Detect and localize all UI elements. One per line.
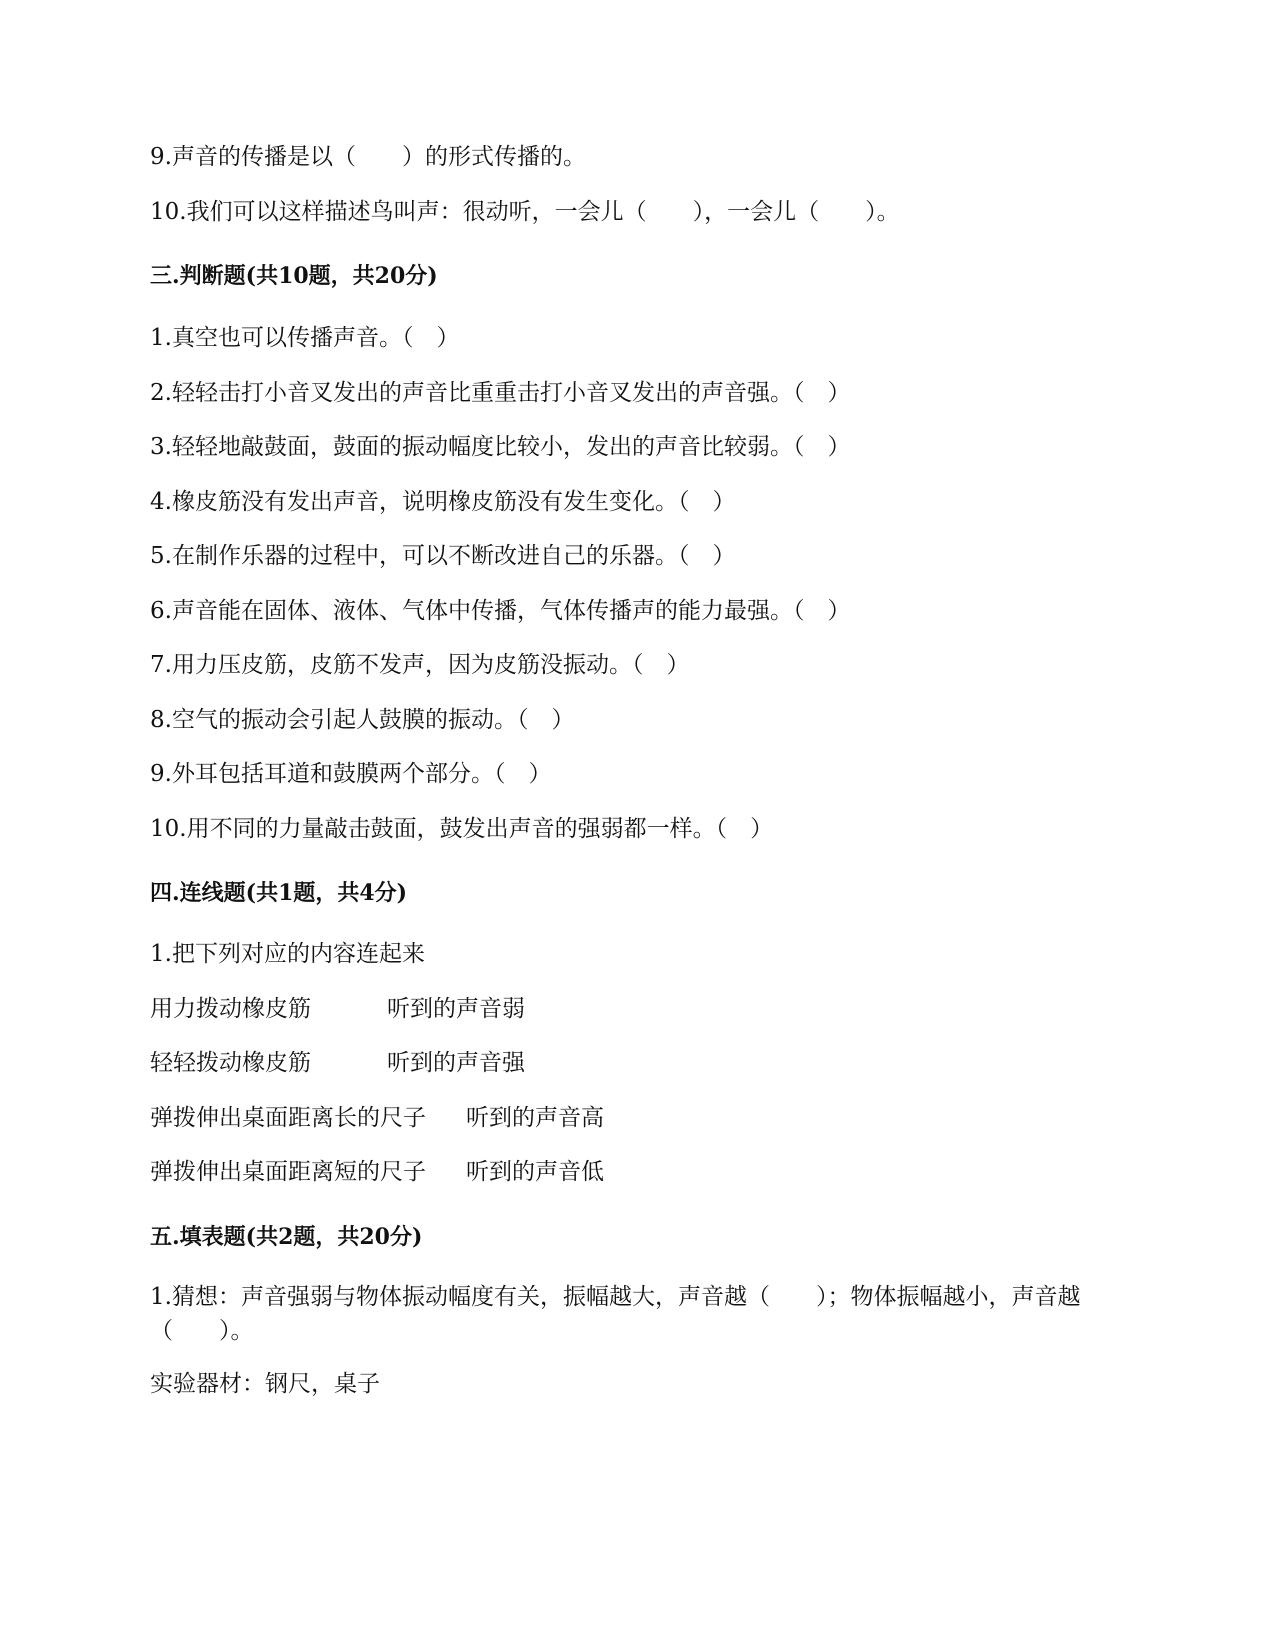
judgement-question-5: 5.在制作乐器的过程中，可以不断改进自己的乐器。（ ） xyxy=(150,543,736,569)
matching-row xyxy=(150,992,525,1026)
matching-right-item: 听到的声音弱 xyxy=(387,996,525,1022)
judgement-question-9: 9.外耳包括耳道和鼓膜两个部分。（ ） xyxy=(150,761,552,787)
section-heading-table: 五.填表题(共2题，共20分) xyxy=(150,1224,423,1250)
matching-left-item: 轻轻拨动橡皮筋 xyxy=(150,1050,311,1076)
matching-row xyxy=(150,1155,604,1189)
judgement-question-10: 10.用不同的力量敲击鼓面，鼓发出声音的强弱都一样。（ ） xyxy=(150,816,774,842)
experiment-materials: 实验器材：钢尺，桌子 xyxy=(150,1371,380,1397)
judgement-question-6: 6.声音能在固体、液体、气体中传播，气体传播声的能力最强。（ ） xyxy=(150,598,851,624)
matching-right-item: 听到的声音高 xyxy=(466,1105,604,1131)
matching-right-item: 听到的声音低 xyxy=(466,1159,604,1185)
judgement-question-7: 7.用力压皮筋，皮筋不发声，因为皮筋没振动。（ ） xyxy=(150,652,690,678)
matching-left-item: 弹拨伸出桌面距离长的尺子 xyxy=(150,1105,426,1131)
section-heading-matching: 四.连线题(共1题，共4分) xyxy=(150,880,408,906)
judgement-question-2: 2.轻轻击打小音叉发出的声音比重重击打小音叉发出的声音强。（ ） xyxy=(150,380,851,406)
section-heading-judgement: 三.判断题(共10题，共20分) xyxy=(150,263,438,289)
judgement-question-8: 8.空气的振动会引起人鼓膜的振动。（ ） xyxy=(150,707,575,733)
matching-question-1: 1.把下列对应的内容连起来 xyxy=(150,941,425,967)
fill-blank-question-9: 9.声音的传播是以（ ）的形式传播的。 xyxy=(150,144,586,170)
judgement-question-3: 3.轻轻地敲鼓面，鼓面的振动幅度比较小，发出的声音比较弱。（ ） xyxy=(150,434,851,460)
matching-right-item: 听到的声音强 xyxy=(387,1050,525,1076)
table-question-1: 1.猜想：声音强弱与物体振动幅度有关，振幅越大，声音越（ ）；物体振幅越小，声音越（ ）。 xyxy=(150,1284,1081,1344)
judgement-question-1: 1.真空也可以传播声音。（ ） xyxy=(150,325,460,351)
judgement-question-4: 4.橡皮筋没有发出声音，说明橡皮筋没有发生变化。（ ） xyxy=(150,489,736,515)
matching-left-item: 用力拨动橡皮筋 xyxy=(150,996,311,1022)
matching-row xyxy=(150,1046,525,1080)
matching-left-item: 弹拨伸出桌面距离短的尺子 xyxy=(150,1159,426,1185)
matching-row xyxy=(150,1101,604,1135)
fill-blank-question-10: 10.我们可以这样描述鸟叫声：很动听，一会儿（ ），一会儿（ ）。 xyxy=(150,199,900,225)
